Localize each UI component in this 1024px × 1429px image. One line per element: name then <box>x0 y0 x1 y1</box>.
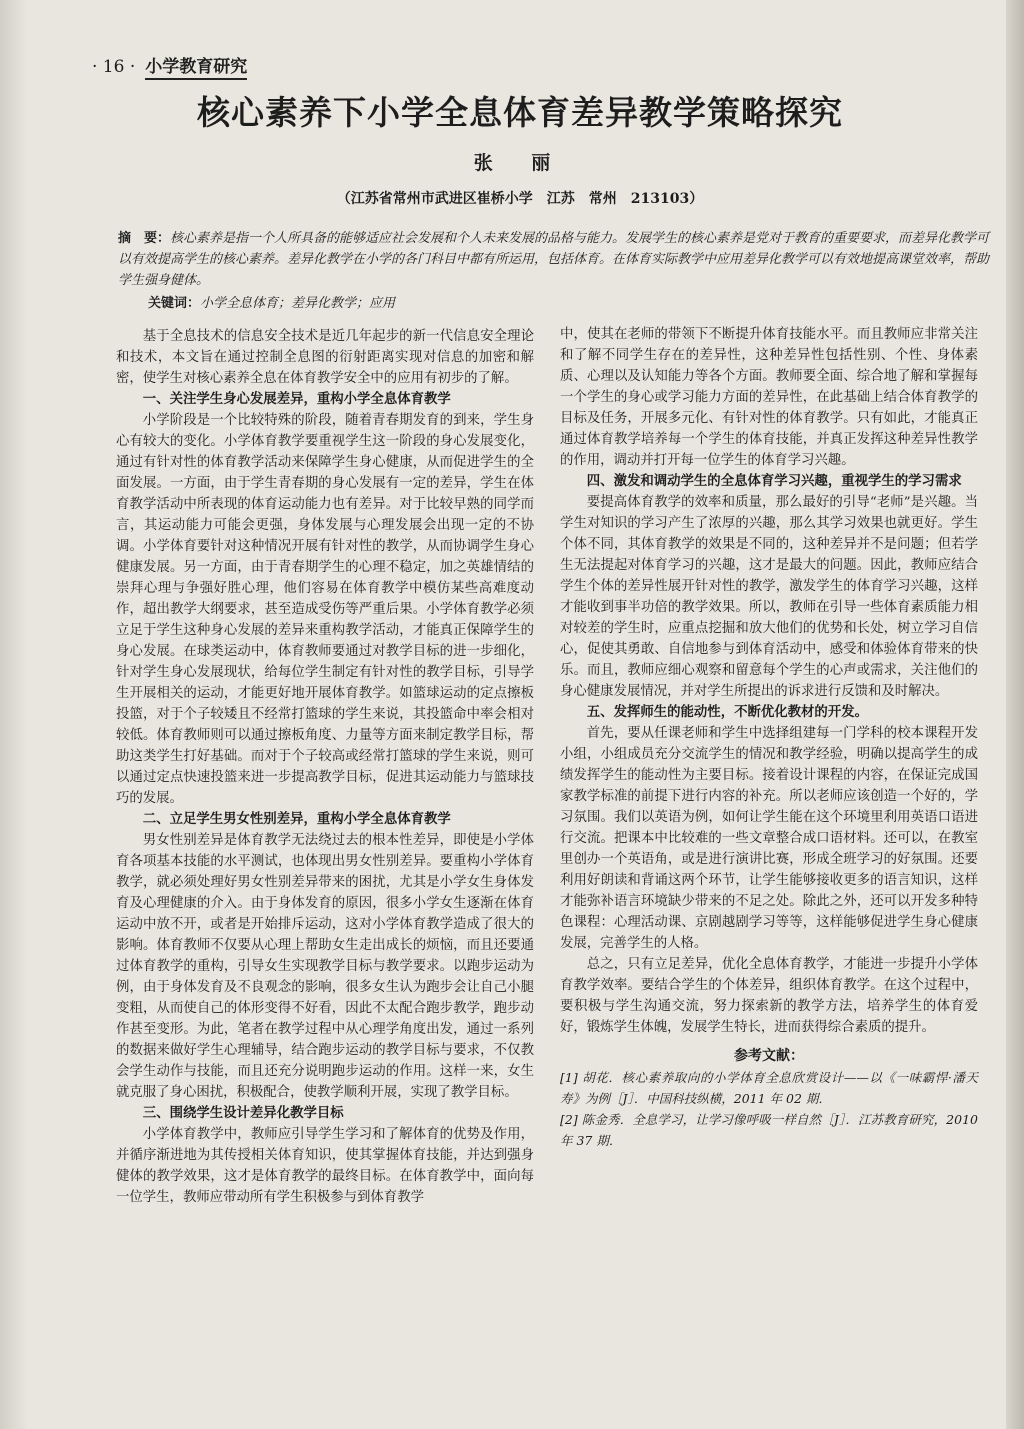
keywords-text: 小学全息体育；差异化教学；应用 <box>200 296 396 311</box>
intro-paragraph: 基于全息技术的信息安全技术是近几年起步的新一代信息安全理论和技术，本文旨在通过控制全息图的衍射距离实现对信息的加密和解密，使学生对核心素养全息在体育教学安全中的应用有初步的了解。 <box>116 329 534 386</box>
references-heading: 参考文献： <box>734 1048 804 1064</box>
abstract-paragraph <box>118 228 996 291</box>
section-3-continued: 中，使其在老师的带领下不断提升体育技能水平。而且教师应非常关注和了解不同学生存在的差异性，这种差异性包括性别、个性、身体素质、心理以及认知能力等各个方面。教师要全面、综合地了解和掌握每一个学生的身心或学习能力方面的差异性，在此基础上结合体育教学的目标及任务，开展多元化、有针对性的体育教学。只有如此，才能真正通过体育教学培养每一个学生的体育技能，并真正发挥这种差异性教学的作用，调动并打开每一位学生的体育学习兴趣。 <box>560 327 978 468</box>
reference-item: [1] 胡花．核心素养取向的小学体育全息欣赏设计——以《一味霸悍·潘天寿》为例［J］．中国科技纵横，2011 年 02 期． <box>560 1070 978 1106</box>
page-number: · 16 · <box>92 57 136 77</box>
section-heading-4: 四、激发和调动学生的全息体育学习兴趣，重视学生的学习需求 <box>586 474 962 489</box>
section-1-paragraph: 小学阶段是一个比较特殊的阶段，随着青春期发育的到来，学生身心有较大的变化。小学体育教学要重视学生这一阶段的身心发展变化，通过有针对性的体育教学活动来保障学生身心健康，从而促进学生的全面发展。一方面，由于学生青春期的身心发展有一定的差异，学生在体育教学活动中所表现的体育运动能力也有差异。对于比较早熟的同学而言，其运动能力可能会更强，身体发展与心理发展会出现一定的不协调。小学体育要针对这种情况开展有针对性的教学，从而协调学生身心健康发展。另一方面，由于青春期学生的心理不稳定，加之英雄情结的崇拜心理与争强好胜心理，他们容易在体育教学中模仿某些高难度动作，超出教学大纲要求，甚至造成受伤等严重后果。小学体育教学必须立足于学生这种身心发展的差异来重构教学活动，才能真正保障学生的身心发展。在球类运动中，体育教师要通过对教学目标的进一步细化，针对学生身心发展现状，给每位学生制定有针对性的教学目标，引导学生开展相关的运动，才能更好地开展体育教学。如篮球运动的定点擦板投篮，对于个子较矮且不经常打篮球的学生来说，其投篮命中率会相对较低。体育教师则可以通过擦板角度、力量等方面来制定教学目标，帮助这类学生打好基础。而对于个子较高或经常打篮球的学生来说，则可以通过定点快速投篮来进一步提高教学目标，促进其运动能力与篮球技巧的发展。 <box>116 413 534 806</box>
right-column <box>560 324 978 1151</box>
section-heading-5: 五、发挥师生的能动性，不断优化教材的开发。 <box>586 705 868 720</box>
page-left-edge <box>0 0 28 1429</box>
author-affiliation: （江苏省常州市武进区崔桥小学 江苏 常州 213103） <box>336 191 704 207</box>
article-author: 张 丽 <box>473 152 567 174</box>
reference-item: [2] 陈金秀．全息学习，让学习像呼吸一样自然［J］．江苏教育研究，2010 年 37 期． <box>560 1112 978 1148</box>
section-heading-2: 二、立足学生男女性别差异，重构小学全息体育教学 <box>142 812 451 827</box>
keywords-label: 关键词： <box>148 296 201 311</box>
section-heading-1: 一、关注学生身心发展差异，重构小学全息体育教学 <box>142 392 451 407</box>
running-header <box>92 54 292 80</box>
section-5-paragraph: 首先，要从任课老师和学生中选择组建每一门学科的校本课程开发小组，小组成员充分交流学生的情况和教学经验，明确以提高学生的成绩发挥学生的能动性为主要目标。接着设计课程的内容，在保证完成国家教学标准的前提下进行内容的补充。所以老师应该创造一个好的，学习氛围。我们以英语为例，如何让学生能在这个环境里利用英语口语进行交流。把课本中比较难的一些文章整合成口语材料。还可以，在教室里创办一个英语角，或是进行演讲比赛，形成全班学习的好氛围。还要利用好朗读和背诵这两个环节，让学生能够接收更多的语言知识，这样才能弥补语言环境缺少带来的不足之处。除此之外，还可以开发多种特色课程：心理活动课、京剧越剧学习等等，这样能够促进学生身心健康发展，完善学生的人格。 <box>560 726 978 951</box>
section-2-paragraph: 男女性别差异是体育教学无法绕过去的根本性差异，即使是小学体育各项基本技能的水平测试，也体现出男女性别差异。要重构小学体育教学，就必须处理好男女性别差异带来的困扰，尤其是小学女生身体发育及心理健康的介入。由于身体发育的原因，很多小学女生逐渐在体育运动中放不开，或者是开始排斥运动，这对小学体育教学造成了很大的影响。体育教师不仅要从心理上帮助女生走出成长的烦恼，而且还要通过体育教学的重构，引导女生实现教学目标与教学要求。以跑步运动为例，由于身体发育及不良观念的影响，很多女生认为跑步会让自己小腿变粗，从而使自己的体形变得不好看，因此不太配合跑步教学，跑步动作甚至变形。为此，笔者在教学过程中从心理学角度出发，通过一系列的数据来做好学生心理辅导，结合跑步运动的教学目标与要求，不仅教会学生动作与技能，而且还充分说明跑步运动的作用。这样一来，女生就克服了身心困扰，积极配合，使教学顺利开展，实现了教学目标。 <box>116 833 534 1100</box>
article-title: 核心素养下小学全息体育差异教学策略探究 <box>197 93 843 132</box>
section-heading-3: 三、围绕学生设计差异化教学目标 <box>142 1106 344 1121</box>
abstract-label: 摘 要： <box>118 231 171 246</box>
abstract-text: 核心素养是指一个人所具备的能够适应社会发展和个人未来发展的品格与能力。发展学生的核心素养是党对于教育的重要要求，而差异化教学可以有效提高学生的核心素养。差异化教学在小学的各门科目中都有所运用，包括体育。在体育实际教学中应用差异化教学可以有效地提高课堂效率，帮助学生强身健体。 <box>118 231 990 288</box>
keywords-line <box>148 293 996 314</box>
abstract-block <box>118 228 996 314</box>
section-3-paragraph: 小学体育教学中，教师应引导学生学习和了解体育的优势及作用，并循序渐进地为其传授相关体育知识，使其掌握体育技能，并达到强身健体的教学效果，这才是体育教学的最终目标。在体育教学中，面向每一位学生，教师应带动所有学生积极参与到体育教学 <box>116 1127 534 1205</box>
conclusion-paragraph: 总之，只有立足差异，优化全息体育教学，才能进一步提升小学体育教学效率。要结合学生的个体差异，组织体育教学。在这个过程中，要积极与学生沟通交流，努力探索新的教学方法，培养学生的体育爱好，锻炼学生体魄，发展学生特长，进而获得综合素质的提升。 <box>560 957 978 1035</box>
left-column <box>116 326 534 1208</box>
journal-name: 小学教育研究 <box>145 57 247 80</box>
page-right-edge <box>1006 0 1024 1429</box>
section-4-paragraph: 要提高体育教学的效率和质量，那么最好的引导“老师”是兴趣。当学生对知识的学习产生了浓厚的兴趣，那么其学习效果也就更好。学生个体不同，其体育教学的效果是不同的，这种差异并不是问题；但若学生无法提起对体育学习的兴趣，这才是最大的问题。因此，教师应结合学生个体的差异性展开针对性的教学，激发学生的体育学习兴趣，这样才能收到事半功倍的教学效果。所以，教师在引导一些体育素质能力相对较差的学生时，应重点挖掘和放大他们的优势和长处，树立学习自信心，促使其勇敢、自信地参与到体育活动中，感受和体验体育带来的快乐。而且，教师应细心观察和留意每个学生的心声或需求，关注他们的身心健康发展情况，并对学生所提出的诉求进行反馈和及时解决。 <box>560 495 978 699</box>
